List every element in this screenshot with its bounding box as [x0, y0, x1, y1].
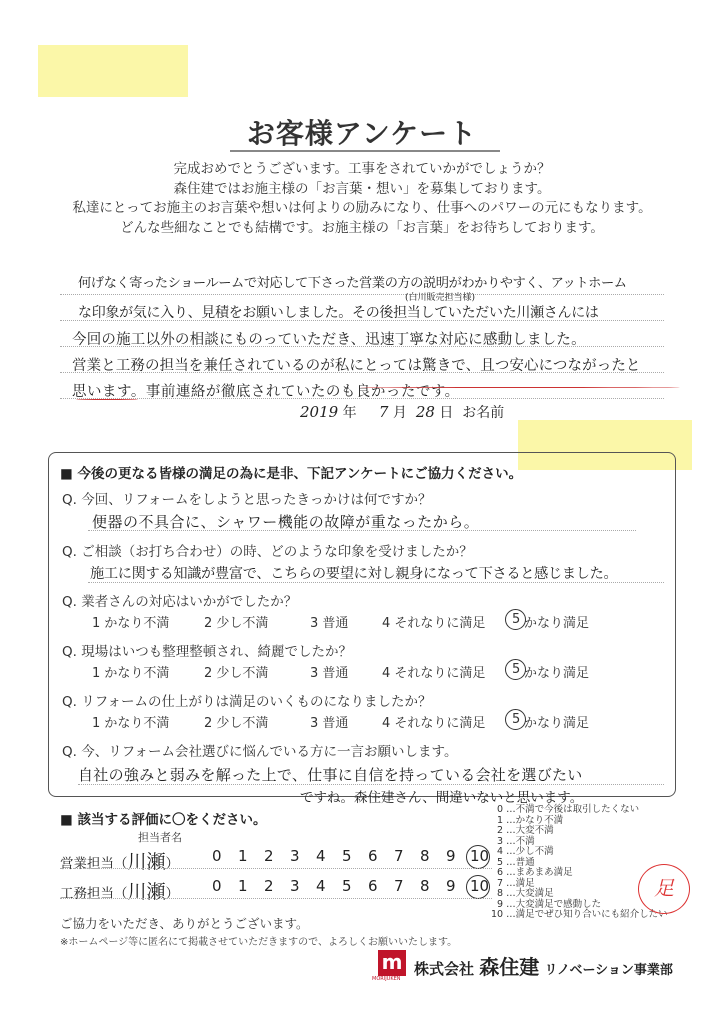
month-label: 月 — [392, 405, 407, 421]
scale-option: 3 普通 — [310, 666, 349, 681]
score-digit: 0 — [212, 847, 222, 865]
company-name — [414, 951, 673, 980]
ruled-line — [88, 582, 664, 583]
legend-item: 6 …まあまあ満足 — [497, 867, 573, 878]
legend-item: 4 …少し不満 — [497, 846, 554, 857]
date-day: 28 — [415, 403, 435, 421]
intro-line: どんな些細なことでも結構です。お施主様の「お言葉」をお待ちしております。 — [120, 219, 604, 236]
question-4: Q. 現場はいつも整理整頓され、綺麗でしたか？ — [62, 644, 353, 660]
comment-line: な印象が気に入り、見積をお願いしました。その後担当していただいた川瀬さんには — [78, 305, 599, 321]
selected-score-circle — [466, 845, 490, 869]
question-2: Q. ご相談（お打ち合わせ）の時、どのような印象を受けましたか？ — [62, 544, 473, 560]
scale-option: かなり満足 — [524, 666, 590, 681]
day-label: 日 — [439, 405, 454, 421]
answer-6-line2: ですね。森住建さん、間違いないと思います。 — [300, 790, 584, 806]
score-digit: 10 — [470, 877, 490, 895]
date-month: 7 — [378, 403, 389, 421]
selected-score-circle — [466, 875, 490, 899]
intro-line: 森住建ではお施主様の「お言葉・想い」を募集しております。 — [173, 180, 551, 197]
score-digit: 4 — [316, 847, 326, 865]
date-row — [300, 402, 504, 422]
handwritten-stamp: 足 — [638, 864, 690, 914]
company-division: リノベーション事業部 — [544, 963, 673, 978]
question-3: Q. 業者さんの対応はいかがでしたか？ — [62, 594, 298, 610]
comment-line: 今回の施工以外の相談にものっていただき、迅速丁寧な対応に感動しました。 — [72, 332, 586, 348]
question-5: Q. リフォームの仕上がりは満足のいくものになりましたか？ — [62, 694, 432, 710]
scale-option: 5 — [512, 712, 521, 727]
redaction-sticky-top — [38, 45, 188, 97]
red-underline — [76, 399, 138, 400]
answer-2: 施工に関する知識が豊富で、こちらの要望に対し親身になって下さると感じました。 — [90, 566, 618, 582]
ruled-line — [78, 784, 664, 785]
intro-line: 私達にとってお施主のお言葉や想いは何よりの励みになり、仕事へのパワーの元にもなります。 — [72, 200, 652, 216]
scale-option: 3 普通 — [310, 616, 349, 631]
works-label: 工務担当（ — [60, 886, 128, 902]
selected-answer-circle — [505, 609, 526, 630]
selected-answer-circle — [505, 659, 526, 680]
date-year: 2019 — [300, 403, 339, 421]
comment-line: 営業と工務の担当を兼任されているのが私にとっては驚きで、且つ安心につながったと — [72, 358, 641, 374]
sales-label: 営業担当（ — [60, 856, 128, 872]
score-digit: 7 — [394, 877, 404, 895]
legend-item: 9 …大変満足で感動した — [497, 898, 602, 910]
legend-item: 1 …かなり不満 — [497, 814, 564, 826]
legend-item: 5 …普通 — [497, 856, 535, 868]
scale-option: 1 かなり不満 — [92, 716, 170, 731]
intro-text — [0, 160, 724, 238]
score-digit: 10 — [470, 847, 490, 865]
answer-1: 便器の不具合に、シャワー機能の故障が重なったから。 — [92, 513, 480, 531]
score-digit: 2 — [264, 847, 274, 865]
sales-staff-name: 川瀬 — [127, 851, 166, 873]
scale-option: 4 それなりに満足 — [382, 666, 486, 681]
legend-item: 3 …不満 — [497, 835, 535, 847]
title-underline — [230, 150, 500, 152]
staff-name-label: 担当者名 — [138, 831, 182, 844]
ruled-line — [60, 868, 492, 869]
works-row — [60, 877, 179, 904]
score-digit: 9 — [446, 877, 456, 895]
company-main-name: 森住建 — [479, 955, 540, 979]
rating-heading: ■ 該当する評価に〇をください。 — [60, 812, 267, 828]
score-digit: 4 — [316, 877, 326, 895]
score-digit: 7 — [394, 847, 404, 865]
company-prefix: 株式会社 — [414, 960, 475, 978]
legend-item: 7 …満足 — [497, 877, 535, 889]
score-digit: 0 — [212, 877, 222, 895]
scale-option: 4 それなりに満足 — [382, 716, 486, 731]
thanks-text: ご協力をいただき、ありがとうございます。 — [60, 916, 309, 931]
sales-row — [60, 847, 179, 874]
score-digit: 5 — [342, 877, 352, 895]
year-label: 年 — [342, 405, 357, 421]
score-digit: 5 — [342, 847, 352, 865]
selected-answer-circle — [505, 709, 526, 730]
comment-line: 思います。事前連絡が徹底されていたのも良かったです。 — [72, 384, 460, 400]
score-digit: 8 — [420, 877, 430, 895]
score-digit: 6 — [368, 877, 378, 895]
legend-item: 10 …満足でぜひ知り合いにも紹介したい — [491, 909, 668, 920]
name-label: お名前 — [462, 405, 505, 421]
answer-6-line1: 自社の強みと弱みを解った上で、仕事に自信を持っている会社を選びたい — [78, 766, 583, 784]
logo-subtext: MORIJUKEN — [372, 976, 401, 982]
close-paren: ） — [165, 886, 180, 902]
score-digit: 6 — [368, 847, 378, 865]
page-title: お客様アンケート — [246, 117, 478, 150]
score-digit: 1 — [238, 877, 248, 895]
score-digit: 3 — [290, 847, 300, 865]
legend-item: 2 …大変不満 — [497, 825, 554, 836]
works-staff-name: 川瀬 — [127, 881, 166, 903]
publication-note: ※ホームページ等に匿名にて掲載させていただきますので、よろしくお願いいたします。 — [60, 937, 458, 948]
company-logo-icon: m — [378, 950, 406, 976]
close-paren: ） — [165, 856, 180, 872]
scale-option: 3 普通 — [310, 716, 349, 731]
ruled-line — [88, 530, 636, 531]
question-6: Q. 今、リフォーム会社選びに悩んでいる方に一言お願いします。 — [62, 744, 458, 760]
score-digit: 8 — [420, 847, 430, 865]
scale-option: 2 少し不満 — [204, 716, 269, 731]
scale-option: 1 かなり不満 — [92, 616, 170, 631]
comment-line: 何げなく寄ったショールームで対応して下さった営業の方の説明がわかりやすく、アットホーム — [78, 276, 627, 291]
scale-option: かなり満足 — [524, 616, 590, 631]
red-underline — [360, 387, 680, 388]
score-digit: 9 — [446, 847, 456, 865]
survey-heading: ■ 今後の更なる皆様の満足の為に是非、下記アンケートにご協力ください。 — [60, 466, 523, 482]
comment-annotation: (白川販売担当様) — [405, 293, 476, 303]
question-1: Q. 今回、リフォームをしようと思ったきっかけは何ですか？ — [62, 492, 432, 508]
ruled-line — [60, 294, 664, 295]
scale-option: かなり満足 — [524, 716, 590, 731]
scale-option: 4 それなりに満足 — [382, 616, 486, 631]
scale-option: 5 — [512, 612, 521, 627]
score-digit: 3 — [290, 877, 300, 895]
score-digit: 1 — [238, 847, 248, 865]
intro-line: 完成おめでとうございます。工事をされていかがでしょうか？ — [173, 161, 551, 177]
legend-item: 0 …不満で今後は取引したくない — [497, 804, 640, 815]
ruled-line — [60, 898, 492, 899]
legend-item: 8 …大変満足 — [497, 888, 554, 899]
scale-option: 5 — [512, 662, 521, 677]
score-digit: 2 — [264, 877, 274, 895]
scale-option: 1 かなり不満 — [92, 666, 170, 681]
scale-option: 2 少し不満 — [204, 666, 269, 681]
scale-option: 2 少し不満 — [204, 616, 269, 631]
